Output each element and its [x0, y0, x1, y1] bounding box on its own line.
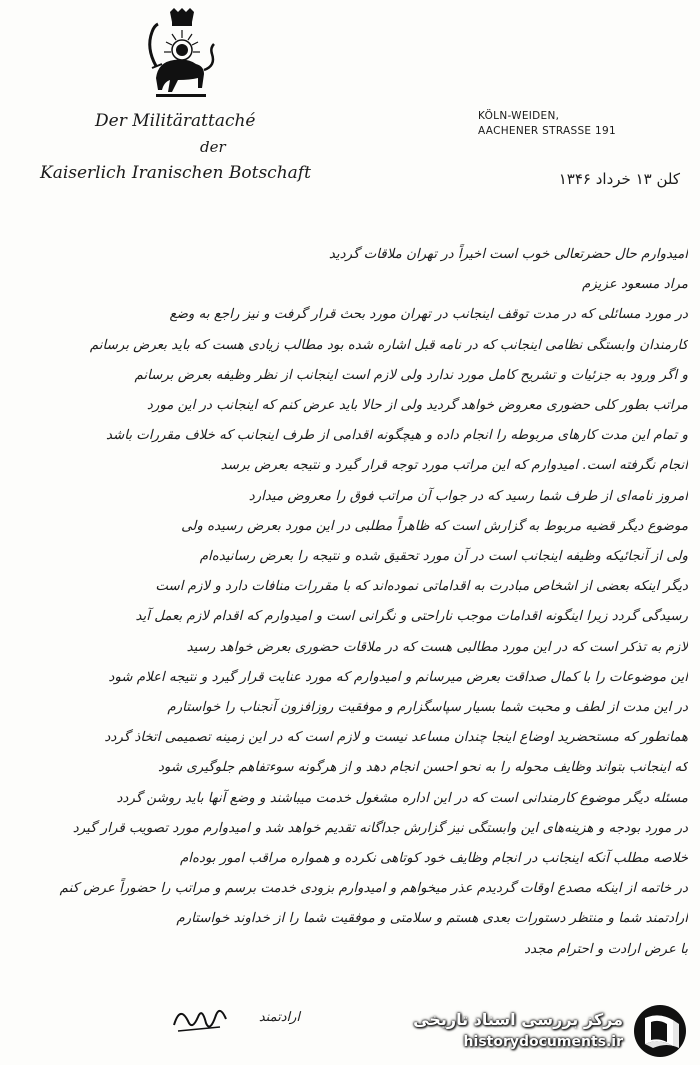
body-line: کارمندان وابستگی نظامی اینجانب که در نامه قبل اشاره شده بود مطالب زیادی هست که باید بعرض برسانم — [89, 337, 688, 353]
letterhead-address — [478, 109, 668, 139]
letterhead-line-1: Der Militärattaché — [95, 111, 256, 131]
watermark-url: historydocuments.ir — [463, 1034, 623, 1050]
body-line: ارادتمند شما و منتظر دستورات بعدی هستم و سلامتی و موفقیت شما را از خداوند خواستارم — [176, 911, 688, 927]
body-line: در مورد مسائلی که در مدت توقف اینجانب در تهران مورد بحث قرار گرفت و نیز راجع به وضع — [169, 307, 688, 323]
body-line: لازم به تذکر است که در این مورد مطالبی هست که در ملاقات حضوری بعرض خواهد رسید — [186, 639, 688, 655]
body-line: در خاتمه از اینکه مصدع اوقات گردیدم عذر میخواهم و امیدوارم بزودی خدمت برسم و مراتب را حضوراً عرض کنم — [59, 881, 688, 897]
body-line: ولی از آنجائیکه وظیفه اینجانب است در آن مورد تحقیق شده و نتیجه را بعرض رسانیده‌ام — [199, 549, 688, 565]
address-line-2: AACHENER STRASSE 191 — [478, 125, 616, 137]
body-line: در مورد بودجه و هزینه‌های این وابستگی نیز گزارش جداگانه تقدیم خواهد شد و امیدوارم مورد تصویب قرار گیرد — [72, 820, 688, 836]
body-line: مسئله دیگر موضوع کارمندانی است که در این اداره مشغول خدمت میباشند و وضع آنها باید روشن گردد — [116, 790, 688, 806]
letter-date: کلن ۱۳ خرداد ۱۳۴۶ — [558, 170, 680, 188]
body-line: خلاصه مطلب آنکه اینجانب در انجام وظایف خود کوتاهی نکرده و همواره مراقب امور بوده‌ام — [179, 851, 688, 867]
letter-body — [18, 240, 688, 965]
body-line: و تمام این مدت کارهای مربوطه را انجام داده و هیچگونه اقدامی از طرف اینجانب که خلاف مقررات باشد — [106, 428, 688, 444]
body-line: موضوع دیگر قضیه مربوط به گزارش است که ظاهراً مطلبی در این مورد بعرض رسیده ولی — [181, 518, 688, 534]
body-line: دیگر اینکه بعضی از اشخاص مبادرت به اقداماتی نموده‌اند که با مقررات منافات دارد و لازم است — [155, 579, 688, 595]
letterhead-sender — [30, 108, 360, 186]
lion-and-sun-crest-icon — [142, 8, 222, 103]
body-line: همانطور که مستحضرید اوضاع اینجا چندان مساعد نیست و لازم است که در این زمینه تصمیمی اتخاذ گردد — [104, 730, 688, 746]
body-line: و اگر ورود به جزئیات و تشریح کامل مورد ندارد ولی لازم است اینجانب از نظر وظیفه بعرض برسانم — [134, 367, 688, 383]
body-line: مراتب بطور کلی حضوری معروض خواهد گردید ولی از حالا باید عرض کنم که اینجانب در این مورد — [146, 398, 688, 414]
letterhead-line-2: der — [200, 138, 226, 156]
body-line: مراد مسعود عزیزم — [581, 277, 688, 293]
watermark-title: مرکز بررسی اسناد تاریخی — [413, 1010, 623, 1029]
archive-watermark — [395, 1000, 695, 1060]
archive-logo-icon — [629, 1002, 691, 1060]
body-line: که اینجانب بتواند وظایف محوله را به نحو احسن انجام دهد و از هرگونه سوءتفاهم جلوگیری شود — [157, 760, 688, 776]
body-line: امیدوارم حال حضرتعالی خوب است اخیراً در تهران ملاقات گردید — [328, 247, 688, 262]
body-line: انجام نگرفته است. امیدوارم که این مراتب مورد توجه قرار گیرد و نتیجه بعرض برسد — [220, 458, 688, 474]
body-line: در این مدت از لطف و محبت شما بسیار سپاسگزارم و موفقیت روزافزون آنجناب را خواستارم — [167, 700, 688, 716]
body-line: با عرض ارادت و احترام مجدد — [524, 941, 688, 957]
closing-text: ارادتمند — [258, 1010, 300, 1025]
body-line: امروز نامه‌ای از طرف شما رسید که در جواب آن مراتب فوق را معروض میدارد — [248, 488, 688, 504]
body-line: این موضوعات را با کمال صداقت بعرض میرسانم و امیدوارم که مورد عنایت قرار گیرد و نتیجه اعلام شود — [108, 669, 688, 685]
address-line-1: KÖLN-WEIDEN, — [478, 110, 560, 122]
body-line: رسیدگی گردد زیرا اینگونه اقدامات موجب ناراحتی و نگرانی است و امیدوارم که اقدام لازم بعمل آید — [135, 609, 688, 625]
letterhead-line-3: Kaiserlich Iranischen Botschaft — [40, 163, 311, 183]
